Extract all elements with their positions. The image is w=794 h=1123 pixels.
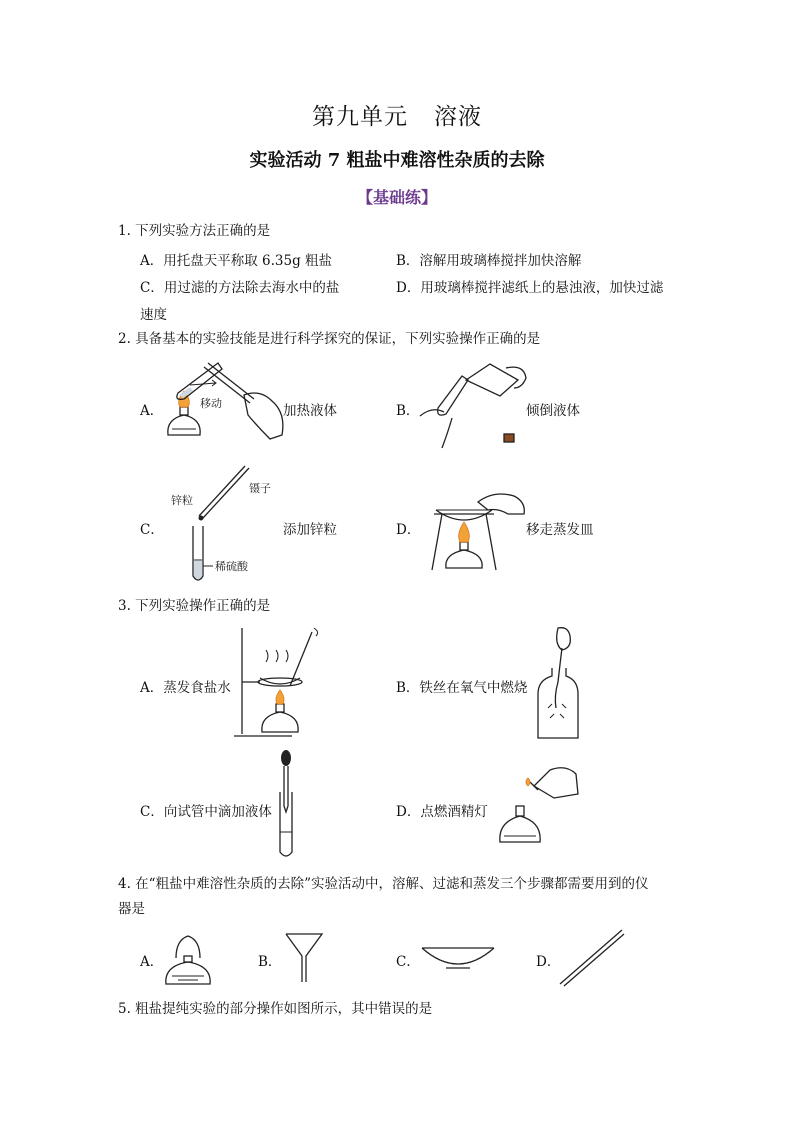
lighting-alcohol-lamp-figure: [494, 760, 586, 850]
q3-option-b[interactable]: B．铁丝在氧气中燃烧: [396, 680, 528, 696]
q4-option-d[interactable]: D．: [536, 954, 561, 970]
q2-option-d[interactable]: D．: [396, 522, 421, 538]
moving-evaporating-dish-figure: [428, 488, 528, 573]
q2-c-label-tweezers: 镊子: [249, 482, 271, 495]
question-5-stem: 5. 粗盐提纯实验的部分操作如图所示，其中错误的是: [118, 1001, 433, 1017]
q1-option-c[interactable]: C．用过滤的方法除去海水中的盐: [140, 280, 340, 296]
iron-wire-burning-figure: [532, 624, 592, 742]
q2-b-caption: 倾倒液体: [526, 403, 580, 419]
q2-option-c[interactable]: C．: [140, 522, 164, 538]
q2-option-a[interactable]: A．: [140, 403, 164, 419]
q2-d-caption: 移走蒸发皿: [526, 522, 594, 538]
question-2-stem: 2. 具备基本的实验技能是进行科学探究的保证，下列实验操作正确的是: [118, 331, 541, 347]
question-4-stem-line2: 器是: [118, 901, 145, 917]
funnel-icon: [284, 932, 324, 984]
q4-option-a[interactable]: A．: [140, 954, 164, 970]
q2-a-caption: 加热液体: [283, 403, 337, 419]
glass-rod-icon: [556, 926, 626, 988]
heating-liquid-figure: [160, 355, 290, 455]
page-title: [0, 98, 794, 131]
question-3-stem: 3. 下列实验操作正确的是: [118, 598, 271, 614]
evaporating-dish-icon: [420, 944, 496, 978]
q3-option-c[interactable]: C．向试管中滴加液体: [140, 804, 272, 820]
evaporating-salt-water-figure: [232, 624, 322, 742]
q2-c-caption: 添加锌粒: [283, 522, 337, 538]
activity-subtitle: 实验活动 7 粗盐中难溶性杂质的去除: [249, 150, 545, 171]
q1-option-b[interactable]: B．溶解用玻璃棒搅拌加快溶解: [396, 253, 582, 269]
unit-title: 第九单元: [312, 104, 408, 130]
question-4-stem-line1: 4. 在“粗盐中难溶性杂质的去除”实验活动中，溶解、过滤和蒸发三个步骤都需要用到的仪: [118, 876, 649, 892]
q1-option-d[interactable]: D．用玻璃棒搅拌滤纸上的悬浊液，加快过滤: [396, 280, 664, 296]
q2-option-b[interactable]: B．: [396, 403, 420, 419]
section-heading: 【基础练】: [356, 188, 437, 207]
alcohol-lamp-icon: [162, 928, 214, 990]
q3-option-a[interactable]: A．蒸发食盐水: [140, 680, 231, 696]
q4-option-c[interactable]: C．: [396, 954, 420, 970]
q1-option-d-continued: 速度: [140, 307, 167, 323]
unit-subject: 溶液: [434, 104, 482, 130]
question-1-stem: 1. 下列实验方法正确的是: [118, 223, 271, 239]
dropping-liquid-figure: [274, 748, 314, 863]
q3-option-d[interactable]: D．点燃酒精灯: [396, 804, 488, 820]
q2-a-label-move: 移动: [200, 397, 222, 410]
q2-c-label-zinc: 锌粒: [171, 494, 193, 507]
adding-zinc-figure: [165, 460, 285, 585]
q1-option-a[interactable]: A．用托盘天平称取 6.35g 粗盐: [140, 253, 333, 269]
q2-c-label-acid: 稀硫酸: [215, 560, 248, 573]
q4-option-b[interactable]: B．: [258, 954, 282, 970]
